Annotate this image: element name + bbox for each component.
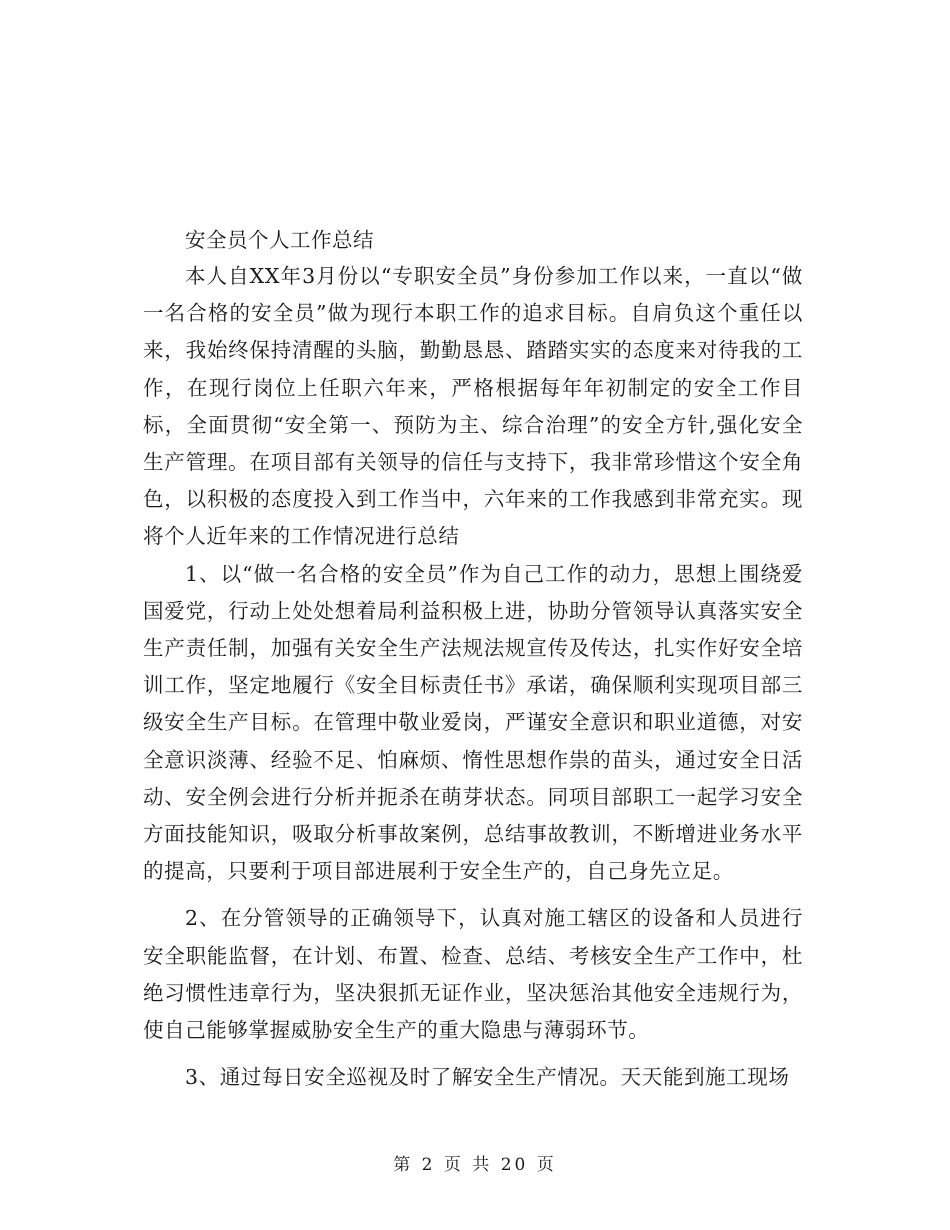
paragraph-item-3: 3、通过每日安全巡视及时了解安全生产情况。天天能到施工现场 [185, 1065, 790, 1090]
page-number-footer: 第 2 页 共 20 页 [393, 1155, 557, 1175]
paragraph-intro: 本人自XX年3月份以“专职安全员”身份参加工作以来，一直以“做一名合格的安全员”做为现行本职工作的追求目标。自肩负这个重任以来，我始终保持清醒的头脑，勤勤恳恳、踏踏实实的态度来对待我的工作，在现行岗位上任职六年来，严格根据每年年初制定的安全工作目标，全面贯彻“安全第一、预防为主、综合治理”的安全方针,强化安全生产管理。在项目部有关领导的信任与支持下，我非常珍惜这个安全角色，以积极的态度投入到工作当中，六年来的工作我感到非常充实。现将个人近年来的工作情况进行总结 [143, 264, 803, 549]
paragraph-item-2: 2、在分管领导的正确领导下，认真对施工辖区的设备和人员进行安全职能监督，在计划、布置、检查、总结、考核安全生产工作中，杜绝习惯性违章行为，坚决狠抓无证作业，坚决惩治其他安全违规行为，使自己能够掌握威胁安全生产的重大隐患与薄弱环节。 [143, 906, 803, 1043]
document-body [143, 222, 803, 1096]
document-title: 安全员个人工作总结 [185, 228, 374, 252]
paragraph-item-1: 1、以“做一名合格的安全员”作为自己工作的动力，思想上围绕爱国爱党，行动上处处想着局利益积极上进，协助分管领导认真落实安全生产责任制，加强有关安全生产法规法规宣传及传达，扎实作好安全培训工作，坚定地履行《安全目标责任书》承诺，确保顺利实现项目部三级安全生产目标。在管理中敬业爱岗，严谨安全意识和职业道德，对安全意识淡薄、经验不足、怕麻烦、惰性思想作祟的苗头，通过安全日活动、安全例会进行分析并扼杀在萌芽状态。同项目部职工一起学习安全方面技能知识，吸取分析事故案例，总结事故教训，不断增进业务水平的提高，只要利于项目部进展利于安全生产的，自己身先立足。 [143, 561, 803, 884]
